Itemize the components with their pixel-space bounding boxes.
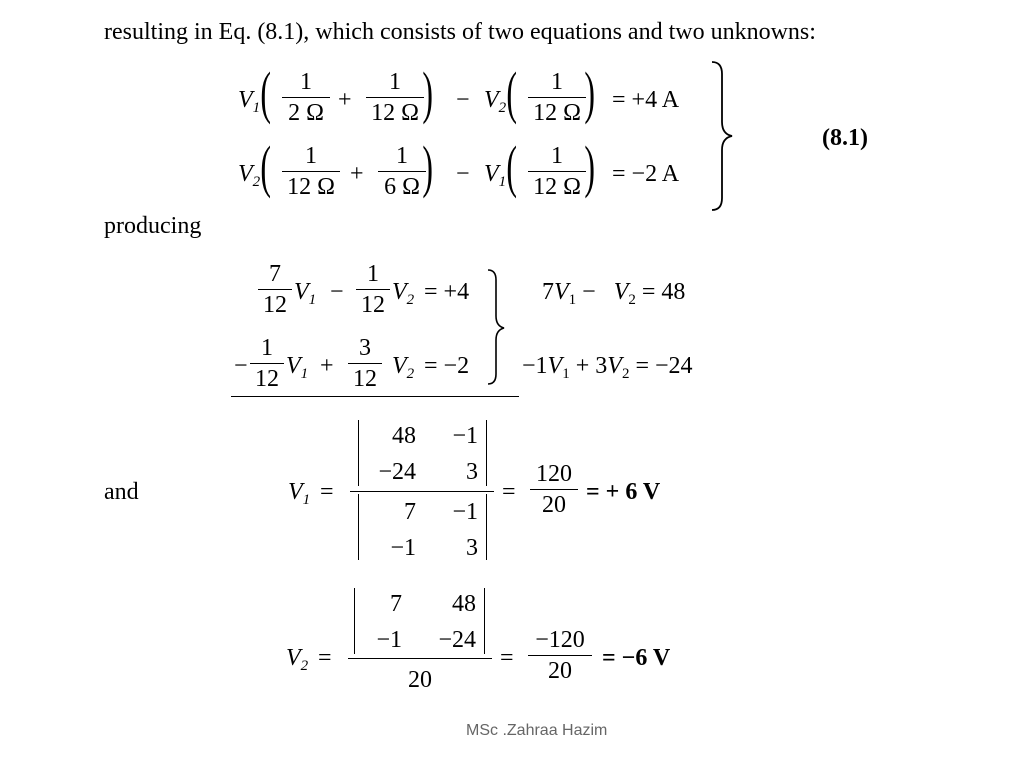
and-text: and [104,479,139,505]
v1-den-det-cell: −1 [452,499,478,525]
sys1-frac-b: 1 12 [356,262,390,317]
eq1-paren-close-1: ) [422,60,433,125]
eq2-minus: − [456,161,470,187]
v2-num-det-cell: 48 [452,591,476,617]
sys1-v1: $V_1$ [294,279,317,308]
eq2-paren-close-1: ) [422,134,433,199]
v1-den-det-cell: 3 [466,535,478,561]
simplified-eq-1: $7V_1 - V_2 = 48$ [542,279,686,308]
eq2-rhs: = −2 A [612,161,680,187]
v2-eq: = [318,645,332,671]
eq1-paren-open-2: ( [506,60,517,125]
eq1-plus: + [338,87,352,113]
eq2-plus: + [350,161,364,187]
sys2-op: + [320,353,334,379]
eq-label: (8.1) [822,125,868,151]
eq1-rhs: = +4 A [612,87,680,113]
eq2-frac-3: 1 12 Ω [528,144,586,199]
v1-result: = + 6 V [586,479,661,505]
v2-num-det-cell: −1 [376,627,402,653]
eq2-paren-close-2: ) [584,134,595,199]
eq2-frac-2: 1 6 Ω [378,144,426,199]
v2-num-det-left-bar [354,588,355,654]
v1-den-det-cell: −1 [390,535,416,561]
sys2-v2: $V_2$ [392,353,415,382]
v2-simple-fraction: −120 20 [528,628,592,683]
sys2-frac-b: 3 12 [348,336,382,391]
v1-main-fraction-bar [350,491,494,492]
v1-den-det-left-bar [358,494,359,560]
sys1-frac-a: 7 12 [258,262,292,317]
v2-num-det-right-bar [484,588,485,654]
simplified-eq-2: $-1V_1 + 3V_2 = -24$ [522,353,693,382]
eq2-v-symbol: $V_2$ [238,161,261,190]
eq1-paren-close-2: ) [584,60,595,125]
eq2-paren-open-1: ( [260,134,271,199]
eq1-v-symbol: $V_1$ [238,87,261,116]
sys2-lead-minus: − [234,353,248,379]
sys1-v2: $V_2$ [392,279,415,308]
producing-text: producing [104,213,202,239]
system-underline [231,396,519,397]
v1-num-det-cell: −24 [378,459,416,485]
v2-main-fraction-bar [348,658,492,659]
eq-8-1-brace [706,60,736,212]
eq1-minus: − [456,87,470,113]
eq1-v2-symbol: $V_2$ [484,87,507,116]
v1-simple-fraction: 120 20 [530,462,578,517]
eq1-frac-2: 1 12 Ω [366,70,424,125]
system-brace [486,268,508,386]
sys1-rhs: = +4 [424,279,470,305]
v1-num-det-right-bar [486,420,487,486]
eq2-v1-symbol: $V_1$ [484,161,507,190]
sys2-frac-a: 1 12 [250,336,284,391]
eq2-paren-open-2: ( [506,134,517,199]
footer-author: MSc .Zahraa Hazim [466,722,608,739]
v1-eq: = [320,479,334,505]
eq2-frac-1: 1 12 Ω [282,144,340,199]
v2-lhs: $V_2$ [286,645,309,674]
sys2-rhs: = −2 [424,353,470,379]
v1-num-det-cell: 48 [392,423,416,449]
v1-num-det-left-bar [358,420,359,486]
v2-num-det-cell: −24 [438,627,476,653]
v1-lhs: $V_1$ [288,479,311,508]
sys2-v1: $V_1$ [286,353,309,382]
sys1-op: − [330,279,344,305]
intro-text: resulting in Eq. (8.1), which consists of two equations and two unknowns: [104,19,816,45]
v2-denominator: 20 [408,667,432,693]
v2-result: = −6 V [602,645,671,671]
v1-eq-2: = [502,479,516,505]
eq1-frac-3: 1 12 Ω [528,70,586,125]
eq1-frac-1: 1 2 Ω [282,70,330,125]
v1-den-det-right-bar [486,494,487,560]
v1-den-det-cell: 7 [404,499,416,525]
v2-eq-2: = [500,645,514,671]
v1-num-det-cell: −1 [452,423,478,449]
v1-num-det-cell: 3 [466,459,478,485]
eq1-paren-open-1: ( [260,60,271,125]
v2-num-det-cell: 7 [390,591,402,617]
